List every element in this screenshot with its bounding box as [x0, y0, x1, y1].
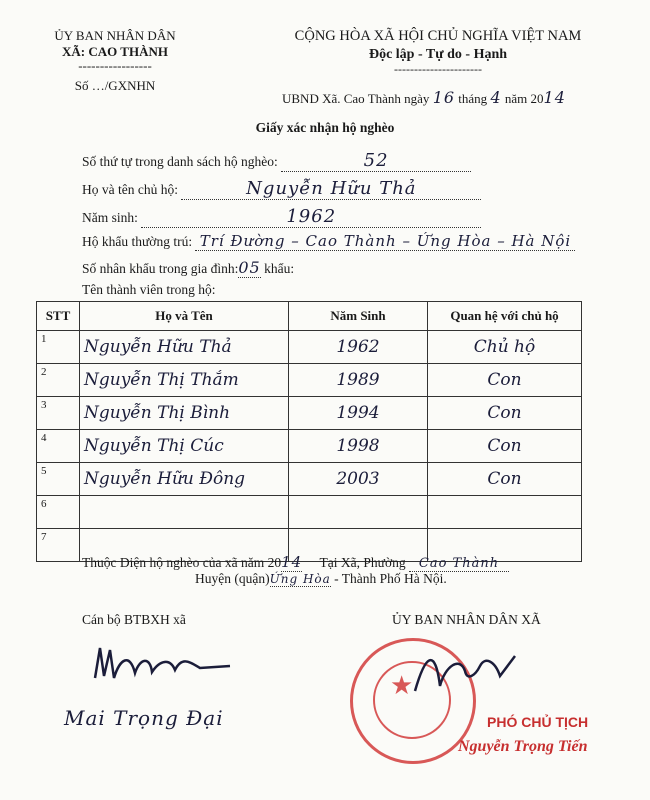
- members-count-value: 05: [238, 258, 261, 277]
- header-right: [238, 28, 638, 75]
- row-name: Nguyễn Hữu Đông: [80, 463, 289, 496]
- header-right-divider: ----------------------: [394, 62, 482, 76]
- row-stt: 5: [37, 463, 80, 496]
- members-count-unit: khẩu:: [264, 261, 295, 276]
- commune-name: XÃ: CAO THÀNH: [62, 44, 168, 59]
- header-left: [20, 28, 210, 94]
- members-count-row: [82, 258, 502, 277]
- header-name: Họ và Tên: [80, 302, 289, 331]
- row-name: Nguyễn Thị Thắm: [80, 364, 289, 397]
- row-birth-year: 1998: [289, 430, 428, 463]
- officer-name: Mai Trọng Đại: [64, 706, 224, 730]
- date-year: 14: [543, 88, 566, 107]
- date-month: 4: [490, 88, 502, 107]
- row-name: Nguyễn Thị Bình: [80, 397, 289, 430]
- vice-chair-position: PHÓ CHỦ TỊCH: [487, 714, 589, 730]
- document-number: Số …/GXNHN: [74, 78, 156, 93]
- household-head-row: [82, 178, 502, 200]
- members-label: Tên thành viên trong hộ:: [82, 282, 216, 297]
- row-stt: 2: [37, 364, 80, 397]
- order-value: 52: [281, 150, 471, 172]
- poverty-statement-line2: [195, 571, 595, 587]
- row-relation: Con: [428, 430, 582, 463]
- residence-row: [82, 232, 602, 251]
- row-stt: 6: [37, 496, 80, 529]
- household-head-label: Họ và tên chủ hộ:: [82, 182, 178, 197]
- statement-place: Cao Thành: [409, 556, 509, 572]
- row-relation: [428, 496, 582, 529]
- republic-title: CỘNG HÒA XÃ HỘI CHỦ NGHĨA VIỆT NAM: [294, 28, 582, 44]
- row-name: Nguyễn Thị Cúc: [80, 430, 289, 463]
- statement-prefix: Thuộc Diện hộ nghèo của xã năm 20: [82, 555, 282, 570]
- row-name: Nguyễn Hữu Thả: [80, 331, 289, 364]
- table-row: [37, 331, 582, 364]
- birth-year-row: [82, 206, 502, 228]
- row-birth-year: [289, 496, 428, 529]
- table-row: [37, 364, 582, 397]
- members-count-label: Số nhân khẩu trong gia đình:: [82, 261, 239, 276]
- statement-mid: Tại Xã, Phường: [319, 555, 406, 570]
- table-row: [37, 430, 582, 463]
- row-relation: Con: [428, 397, 582, 430]
- header-relation: Quan hệ với chủ hộ: [428, 302, 582, 331]
- row-stt: 7: [37, 529, 80, 562]
- table-row: [37, 496, 582, 529]
- vice-chair-signature: [405, 636, 525, 706]
- date-day: 16: [432, 88, 456, 107]
- vice-chair-name: Nguyễn Trọng Tiến: [458, 738, 588, 755]
- statement-district-prefix: Huyện (quận): [195, 571, 270, 586]
- row-birth-year: 1962: [289, 331, 428, 364]
- birth-year-label: Năm sinh:: [82, 210, 138, 225]
- row-relation: Con: [428, 463, 582, 496]
- residence-label: Hộ khẩu thường trú:: [82, 234, 193, 249]
- statement-year: 14: [281, 553, 303, 571]
- row-birth-year: 1994: [289, 397, 428, 430]
- header-left-divider: -----------------: [78, 58, 152, 73]
- national-motto: Độc lập - Tự do - Hạnh: [368, 47, 508, 62]
- order-row: [82, 150, 502, 172]
- birth-year-value: 1962: [141, 206, 481, 228]
- row-relation: Chủ hộ: [428, 331, 582, 364]
- row-name: [80, 496, 289, 529]
- residence-value: Trí Đường – Cao Thành – Ứng Hòa – Hà Nội: [195, 232, 575, 251]
- officer-signature: [90, 638, 240, 688]
- row-relation: Con: [428, 364, 582, 397]
- row-stt: 4: [37, 430, 80, 463]
- header-birth-year: Năm Sinh: [289, 302, 428, 331]
- committee-sign-title: ỦY BAN NHÂN DÂN XÃ: [392, 612, 541, 627]
- header-stt: STT: [37, 302, 80, 331]
- document-title: Giấy xác nhận hộ nghèo: [255, 120, 395, 135]
- star-emblem-icon: ★: [390, 671, 414, 700]
- date-prefix: UBND Xã. Cao Thành ngày: [282, 91, 430, 106]
- row-stt: 1: [37, 331, 80, 364]
- row-stt: 3: [37, 397, 80, 430]
- committee-name: ỦY BAN NHÂN DÂN: [54, 28, 176, 43]
- year-label: năm 20: [504, 91, 544, 106]
- month-label: tháng: [458, 91, 488, 106]
- row-birth-year: 2003: [289, 463, 428, 496]
- row-birth-year: 1989: [289, 364, 428, 397]
- poverty-statement-line1: [82, 553, 602, 572]
- table-row: [37, 463, 582, 496]
- statement-district: Ứng Hòa: [269, 572, 331, 586]
- table-header-row: [37, 302, 582, 331]
- table-row: [37, 397, 582, 430]
- officer-title: Cán bộ BTBXH xã: [82, 612, 186, 627]
- household-head-value: Nguyễn Hữu Thả: [181, 178, 481, 200]
- members-table: [36, 301, 582, 562]
- statement-city: - Thành Phố Hà Nội.: [334, 571, 447, 586]
- order-label: Số thứ tự trong danh sách hộ nghèo:: [82, 154, 278, 169]
- date-line: [282, 88, 642, 107]
